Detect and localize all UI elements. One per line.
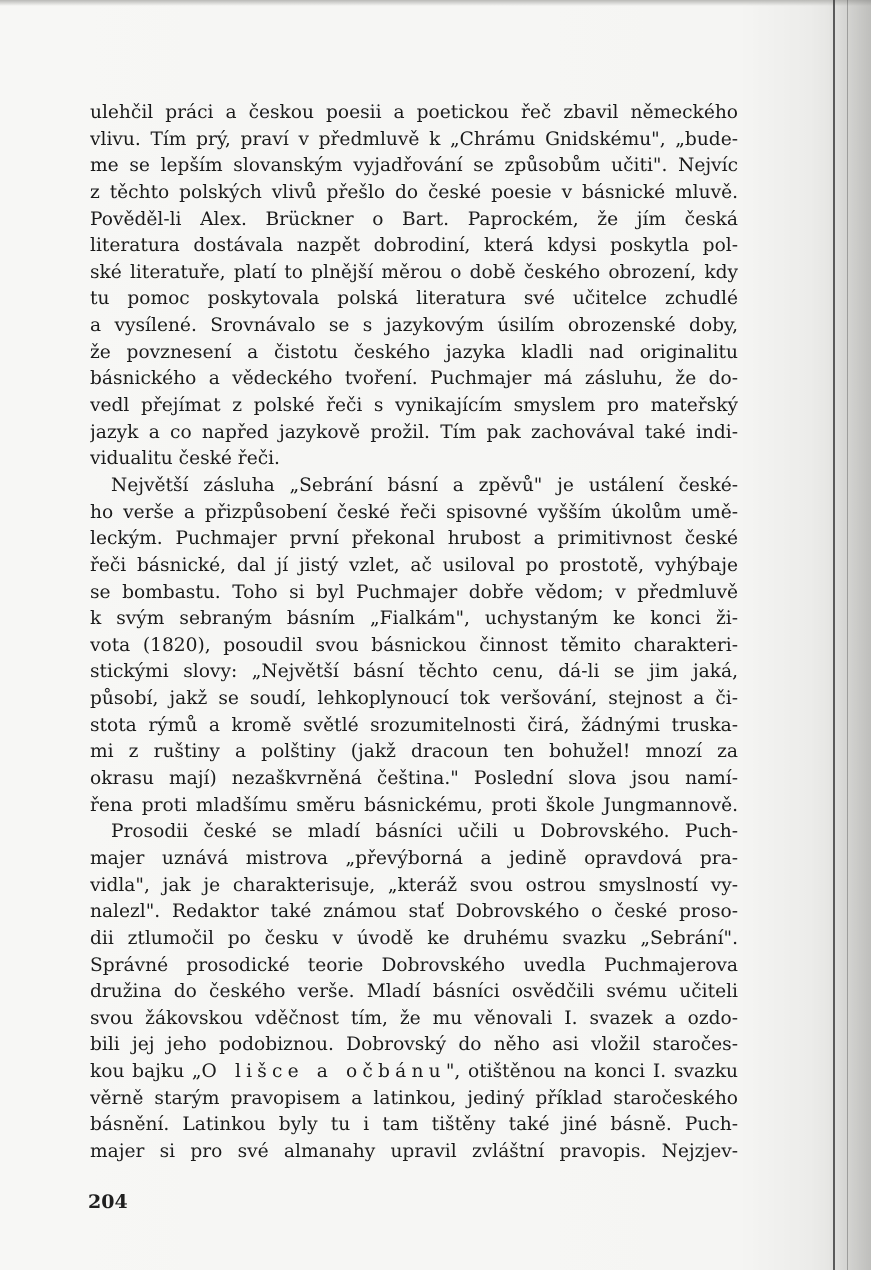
page-number: 204 (88, 1191, 128, 1213)
text-line: vidla", jak je charakterisuje, „kteráž svou ostrou smyslností vy- (90, 874, 738, 896)
text-line: vota (1820), posoudil svou básnickou činnost těmito charakteri- (90, 634, 738, 656)
text-line: a vysílené. Srovnávalo se s jazykovým úsilím obrozenské doby, (90, 315, 738, 337)
text-line: se bombastu. Toho si byl Puchmajer dobře vědom; v předmluvě (90, 581, 738, 603)
text-line: jazyk a co napřed jazykově prožil. Tím pak zachovával také indi- (90, 421, 738, 443)
text-line: řeči básnické, dal jí jistý vzlet, ač usiloval po prostotě, vyhýbaje (90, 554, 738, 576)
text-line: ho verše a přizpůsobení české řeči spisovné vyšším úkolům umě- (90, 501, 738, 523)
body-text (90, 100, 738, 1166)
text-line: ulehčil práci a českou poesii a poetickou řeč zbavil německého (90, 102, 738, 123)
spaced-title: O lišce a očbánu (201, 1061, 446, 1083)
text-line: ské literatuře, platí to plnější měrou o době českého obrození, kdy (90, 261, 738, 283)
text-line: Pověděl-li Alex. Brückner o Bart. Paprockém, že jím česká (90, 208, 738, 230)
paragraph-start-line: Prosodii české se mladí básníci učili u Dobrovského. Puch- (111, 821, 738, 843)
text-line: okrasu mají) nezaškvrněná čeština." Poslední slova jsou namí- (90, 768, 738, 790)
text-line: leckým. Puchmajer první překonal hrubost a primitivnost české (90, 528, 738, 550)
text-line-with-spaced-title (90, 1059, 738, 1086)
text-line: řena proti mladšímu směru básnickému, proti škole Jungmannově. (90, 794, 738, 816)
text-line: vlivu. Tím prý, praví v předmluvě k „Chrámu Gnidskému", „bude- (90, 128, 738, 150)
text-line: majer uznává mistrova „převýborná a jedině opravdová pra- (90, 847, 738, 869)
text-line: literatura dostávala nazpět dobrodiní, která kdysi poskytla pol- (90, 235, 738, 257)
text-line-part: kou bajku „ (90, 1061, 202, 1083)
text-line-part: ", otištěnou na konci I. svazku (445, 1061, 738, 1083)
text-line: majer si pro své almanahy upravil zvláštní pravopis. Nejzjev- (90, 1140, 738, 1162)
text-line: věrně starým pravopisem a latinkou, jediný příklad staročeského (90, 1087, 738, 1109)
text-line: svou žákovskou vděčnost tím, že mu věnovali I. svazek a ozdo- (90, 1007, 738, 1029)
page-top-shadow (0, 0, 871, 6)
text-line: tu pomoc poskytovala polská literatura své učitelce zchudlé (90, 288, 738, 310)
text-line: me se lepším slovanským vyjadřování se způsobům učiti". Nejvíc (90, 155, 738, 177)
text-line: básnického a vědeckého tvoření. Puchmajer má zásluhu, že do- (90, 368, 738, 390)
text-line: družina do českého verše. Mladí básníci osvědčili svému učiteli (90, 981, 738, 1003)
page-binding-edge (833, 0, 835, 1270)
text-line: že povznesení a čistotu českého jazyka kladli nad originalitu (90, 341, 738, 363)
text-line: mi z ruštiny a polštiny (jakž dracoun ten bohužel! mnozí za (90, 741, 738, 763)
text-line: stota rýmů a kromě světlé srozumitelnosti čirá, žádnými truska- (90, 714, 738, 736)
text-line: dii ztlumočil po česku v úvodě ke druhému svazku „Sebrání". (90, 927, 738, 949)
text-line: Správné prosodické teorie Dobrovského uvedla Puchmajerova (90, 954, 738, 976)
text-line: z těchto polských vlivů přešlo do české poesie v básnické mluvě. (90, 181, 738, 203)
paragraph-start-line: Největší zásluha „Sebrání básní a zpěvů" je ustálení české- (111, 474, 738, 496)
text-line: vidualitu české řeči. (90, 448, 280, 470)
text-line: k svým sebraným básním „Fialkám", uchystaným ke konci ži- (90, 608, 738, 630)
text-line: nalezl". Redaktor také známou stať Dobrovského o české proso- (90, 901, 738, 923)
page-binding-edge-inner (847, 0, 848, 1270)
text-line: působí, jakž se soudí, lehkoplynoucí tok veršování, stejnost a či- (90, 688, 738, 710)
text-line: bili jej jeho podobiznou. Dobrovský do něho asi vložil staročes- (90, 1034, 738, 1056)
text-line: vedl přejímat z polské řeči s vynikajícím smyslem pro mateřský (90, 395, 738, 417)
text-line: básnění. Latinkou byly tu i tam tištěny také jiné básně. Puch- (90, 1114, 738, 1136)
text-line: stickými slovy: „Největší básní těchto cenu, dá-li se jim jaká, (90, 661, 738, 683)
